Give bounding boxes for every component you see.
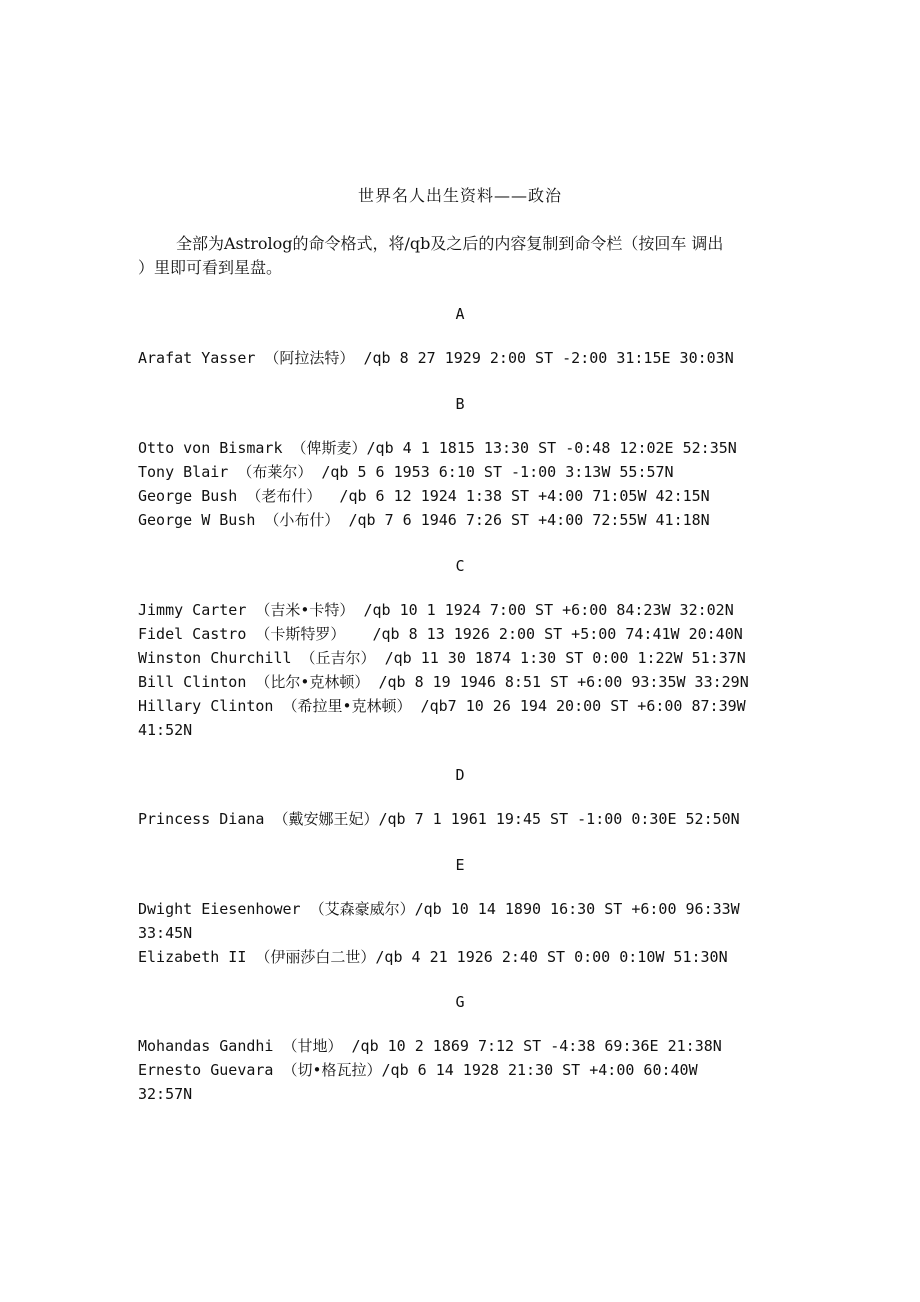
section-letter-c: C	[455, 557, 465, 575]
intro-line: 全部为Astrolog的命令格式，将/qb及之后的内容复制到命令栏（按回车 调出	[176, 234, 724, 253]
entry-line: Elizabeth II （伊丽莎白二世）/qb 4 21 1926 2:40 ST 0:00 0:10W 51:30N	[138, 948, 728, 966]
entry-line: Otto von Bismark （俾斯麦）/qb 4 1 1815 13:30 ST -0:48 12:02E 52:35N	[138, 439, 737, 457]
entry-line: Dwight Eiesenhower （艾森豪威尔）/qb 10 14 1890 16:30 ST +6:00 96:33W	[138, 900, 740, 918]
section-letter-e: E	[455, 856, 465, 874]
entry-line: Hillary Clinton （希拉里•克林顿） /qb7 10 26 194 20:00 ST +6:00 87:39W	[138, 697, 746, 715]
entry-line: Jimmy Carter （吉米•卡特） /qb 10 1 1924 7:00 ST +6:00 84:23W 32:02N	[138, 601, 734, 619]
intro-paragraph	[138, 232, 802, 280]
entry-line: Bill Clinton （比尔•克林顿） /qb 8 19 1946 8:51 ST +6:00 93:35W 33:29N	[138, 673, 749, 691]
entry-line-continuation: 32:57N	[138, 1085, 193, 1103]
entry-line: Arafat Yasser （阿拉法特） /qb 8 27 1929 2:00 ST -2:00 31:15E 30:03N	[138, 349, 734, 367]
section-letter-a: A	[455, 305, 465, 323]
entry-line: Winston Churchill （丘吉尔） /qb 11 30 1874 1:30 ST 0:00 1:22W 51:37N	[138, 649, 746, 667]
entry-line: George Bush （老布什） /qb 6 12 1924 1:38 ST +4:00 71:05W 42:15N	[138, 487, 710, 505]
page-title: 世界名人出生资料——政治	[357, 186, 562, 205]
section-letter-g: G	[455, 993, 465, 1011]
entry-line: Princess Diana （戴安娜王妃）/qb 7 1 1961 19:45 ST -1:00 0:30E 52:50N	[138, 810, 740, 828]
section-letter-d: D	[455, 766, 465, 784]
entry-line-continuation: 41:52N	[138, 721, 193, 739]
section-letter-b: B	[455, 395, 465, 413]
intro-line: ）里即可看到星盘。	[138, 258, 283, 277]
entry-line: Tony Blair （布莱尔） /qb 5 6 1953 6:10 ST -1:00 3:13W 55:57N	[138, 463, 674, 481]
entry-line: Mohandas Gandhi （甘地） /qb 10 2 1869 7:12 ST -4:38 69:36E 21:38N	[138, 1037, 722, 1055]
entry-line-continuation: 33:45N	[138, 924, 193, 942]
entry-line: Ernesto Guevara （切•格瓦拉）/qb 6 14 1928 21:30 ST +4:00 60:40W	[138, 1061, 698, 1079]
entry-line: Fidel Castro （卡斯特罗） /qb 8 13 1926 2:00 ST +5:00 74:41W 20:40N	[138, 625, 743, 643]
entry-line: George W Bush （小布什） /qb 7 6 1946 7:26 ST +4:00 72:55W 41:18N	[138, 511, 710, 529]
